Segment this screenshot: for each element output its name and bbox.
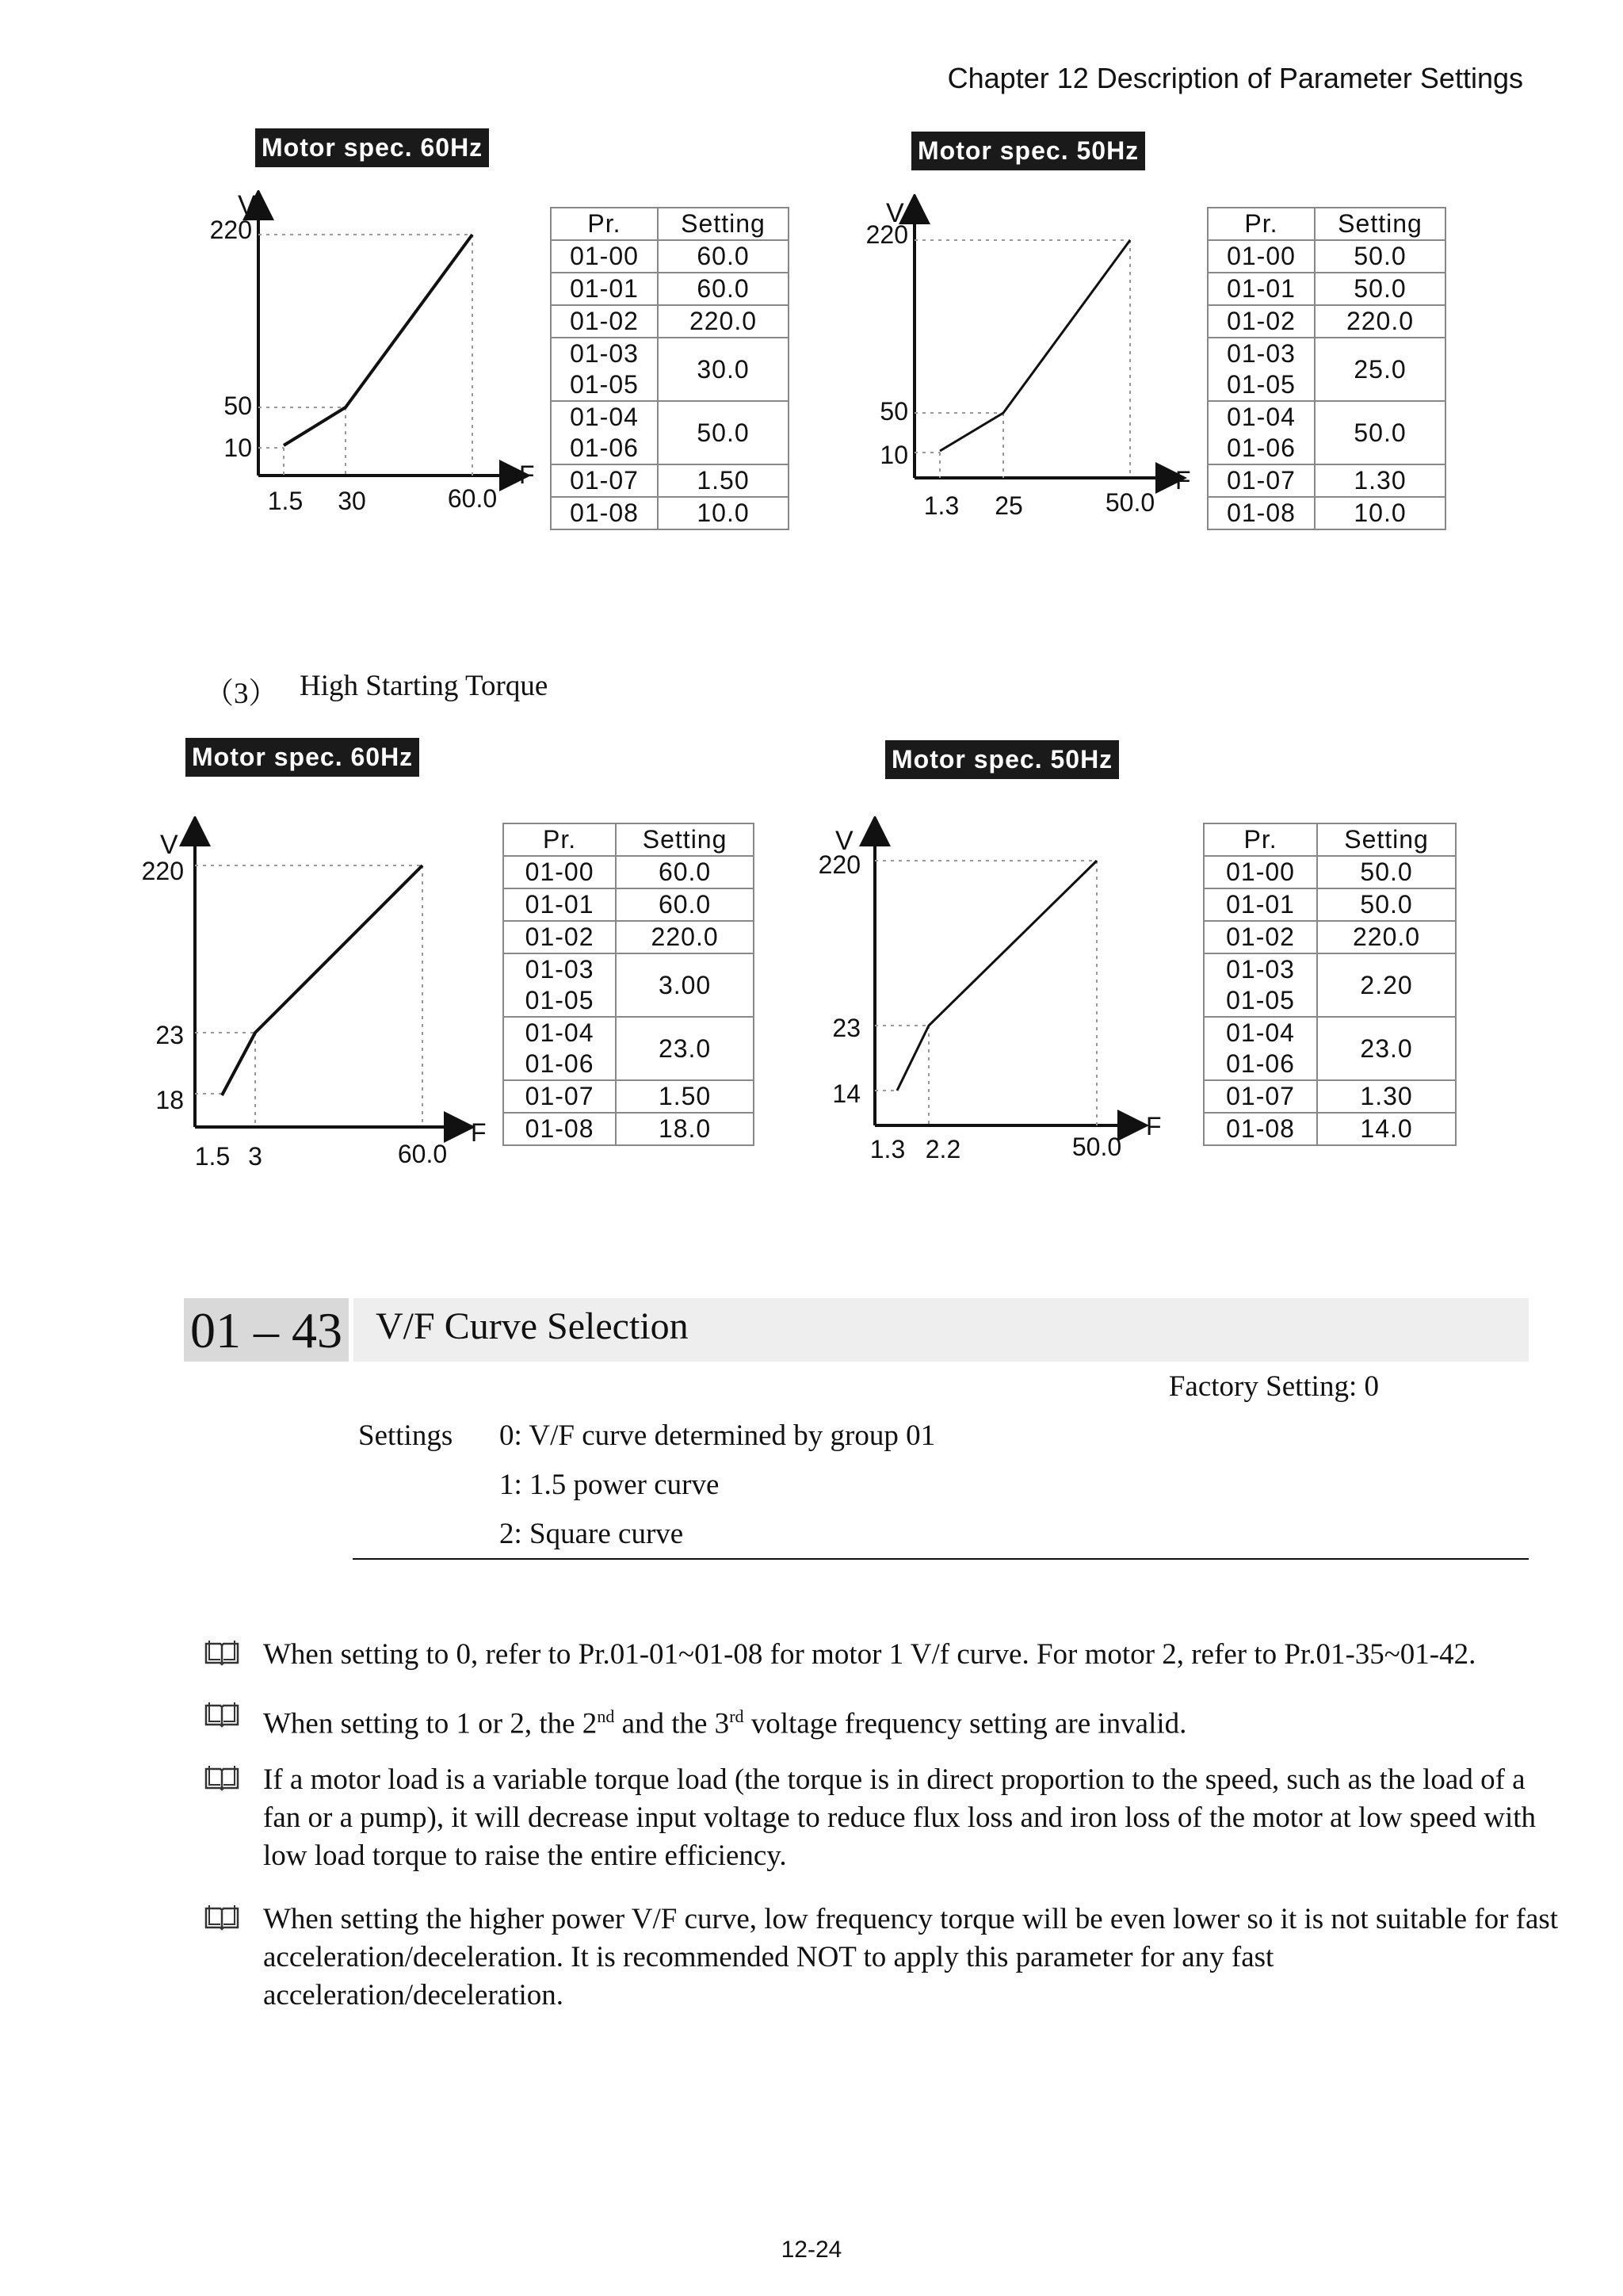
pr-cell: 01-00 <box>551 240 658 273</box>
setting-cell: 25.0 <box>1315 338 1445 401</box>
pr-cell: 01-03 01-05 <box>1204 953 1317 1017</box>
setting-option: 0: V/F curve determined by group 01 <box>499 1419 936 1452</box>
vf-chart-hst-60 <box>119 816 499 1181</box>
parameter-heading <box>184 1298 1529 1362</box>
table-header: Setting <box>1317 823 1456 856</box>
vf-chart-top-60 <box>190 190 547 523</box>
note-text: When setting the higher power V/F curve, low frequency torque will be even lower so it is not suitable for fast acceleration/deceleration. It is recommended NOT to apply this parameter for any fast acceleration/deceleration. <box>263 1903 1559 2011</box>
pr-cell: 01-04 01-06 <box>551 401 658 464</box>
setting-cell: 2.20 <box>1317 953 1456 1017</box>
page-number: 12-24 <box>781 2237 842 2263</box>
parameter-title: V/F Curve Selection <box>353 1298 1529 1362</box>
pr-cell: 01-08 <box>1204 1113 1317 1145</box>
x-tick: 3 <box>248 1142 262 1171</box>
setting-cell: 60.0 <box>658 273 789 305</box>
setting-cell: 220.0 <box>1317 921 1456 953</box>
pr-cell: 01-07 <box>1208 464 1315 497</box>
param-table-top-50 <box>1207 207 1446 530</box>
note-item <box>204 1698 1536 1740</box>
book-icon <box>204 1904 239 1931</box>
settings-label: Settings <box>358 1419 453 1452</box>
setting-cell: 60.0 <box>658 240 789 273</box>
setting-cell: 1.30 <box>1317 1080 1456 1113</box>
note-text: If a motor load is a variable torque load (the torque is in direct proportion to the speed, such as the load of a fan or a pump), it will decrease input voltage to reduce flux loss and iron loss of the motor at low speed with low load torque to raise the entire efficiency. <box>263 1763 1537 1872</box>
setting-cell: 50.0 <box>1317 856 1456 888</box>
y-tick: 18 <box>155 1086 184 1114</box>
section-title: High Starting Torque <box>300 670 548 702</box>
pr-cell: 01-08 <box>551 497 658 529</box>
motor-spec-badge: Motor spec. 60Hz <box>185 738 419 777</box>
setting-cell: 10.0 <box>658 497 789 529</box>
setting-cell: 60.0 <box>616 856 754 888</box>
pr-cell: 01-00 <box>503 856 616 888</box>
pr-cell: 01-02 <box>551 305 658 338</box>
y-tick: 23 <box>155 1021 184 1049</box>
param-table-top-60 <box>550 207 789 530</box>
setting-cell: 60.0 <box>616 888 754 921</box>
vf-curve <box>284 235 472 445</box>
table-header: Pr. <box>503 823 616 856</box>
setting-cell: 220.0 <box>1315 305 1445 338</box>
motor-spec-badge: Motor spec. 60Hz <box>255 128 489 167</box>
setting-cell: 10.0 <box>1315 497 1445 529</box>
pr-cell: 01-07 <box>551 464 658 497</box>
parameter-number: 01 – 43 <box>184 1298 349 1362</box>
pr-cell: 01-02 <box>1204 921 1317 953</box>
setting-cell: 3.00 <box>616 953 754 1017</box>
y-tick: 23 <box>832 1014 861 1042</box>
table-header: Pr. <box>1204 823 1317 856</box>
x-tick: 60.0 <box>447 484 498 513</box>
setting-cell: 1.30 <box>1315 464 1445 497</box>
y-tick: 50 <box>223 392 252 420</box>
pr-cell: 01-00 <box>1208 240 1315 273</box>
pr-cell: 01-08 <box>503 1113 616 1145</box>
pr-cell: 01-03 01-05 <box>503 953 616 1017</box>
param-table-hst-60 <box>502 823 754 1146</box>
table-header: Setting <box>1315 208 1445 240</box>
x-tick: 60.0 <box>397 1140 448 1168</box>
setting-cell: 50.0 <box>1317 888 1456 921</box>
param-table-hst-50 <box>1203 823 1457 1146</box>
y-axis-label: V <box>160 830 178 860</box>
book-icon <box>204 1639 239 1666</box>
chapter-header: Chapter 12 Description of Parameter Settings <box>947 62 1523 94</box>
x-tick: 30 <box>338 487 366 515</box>
setting-cell: 50.0 <box>658 401 789 464</box>
setting-cell: 50.0 <box>1315 273 1445 305</box>
table-header: Setting <box>616 823 754 856</box>
setting-cell: 220.0 <box>616 921 754 953</box>
section-number: （3） <box>204 678 278 710</box>
setting-option: 1: 1.5 power curve <box>499 1469 720 1501</box>
y-axis-label: V <box>238 190 256 220</box>
x-axis-label: F <box>471 1118 487 1147</box>
pr-cell: 01-07 <box>1204 1080 1317 1113</box>
setting-cell: 30.0 <box>658 338 789 401</box>
pr-cell: 01-04 01-06 <box>1204 1017 1317 1080</box>
y-tick: 220 <box>865 220 908 249</box>
y-tick: 50 <box>880 397 908 426</box>
note-item <box>204 1761 1536 1880</box>
vf-chart-hst-50 <box>800 816 1181 1181</box>
setting-cell: 23.0 <box>616 1017 754 1080</box>
pr-cell: 01-03 01-05 <box>1208 338 1315 401</box>
vf-curve <box>940 240 1130 451</box>
setting-cell: 18.0 <box>616 1113 754 1145</box>
y-tick: 10 <box>880 441 908 469</box>
x-axis-label: F <box>1175 466 1191 495</box>
pr-cell: 01-01 <box>1204 888 1317 921</box>
pr-cell: 01-02 <box>503 921 616 953</box>
pr-cell: 01-02 <box>1208 305 1315 338</box>
y-axis-label: V <box>835 826 854 856</box>
x-tick: 50.0 <box>1105 488 1155 517</box>
setting-cell: 23.0 <box>1317 1017 1456 1080</box>
setting-cell: 220.0 <box>658 305 789 338</box>
vf-chart-top-50 <box>846 194 1211 527</box>
y-tick: 220 <box>818 850 861 879</box>
table-header: Pr. <box>551 208 658 240</box>
setting-cell: 50.0 <box>1315 401 1445 464</box>
vf-curve <box>222 865 422 1095</box>
divider <box>353 1558 1529 1560</box>
table-header: Pr. <box>1208 208 1315 240</box>
x-tick: 50.0 <box>1071 1133 1122 1161</box>
y-tick: 220 <box>209 216 252 244</box>
pr-cell: 01-08 <box>1208 497 1315 529</box>
vf-curve <box>897 861 1097 1091</box>
note-item <box>204 1901 1559 2019</box>
note-item <box>204 1636 1536 1675</box>
book-icon <box>204 1764 239 1791</box>
pr-cell: 01-01 <box>551 273 658 305</box>
factory-setting: Factory Setting: 0 <box>1168 1370 1379 1403</box>
x-tick: 25 <box>995 491 1023 520</box>
x-tick: 2.2 <box>925 1135 961 1163</box>
setting-cell: 14.0 <box>1317 1113 1456 1145</box>
setting-cell: 1.50 <box>616 1080 754 1113</box>
y-tick: 14 <box>832 1079 861 1108</box>
book-icon <box>204 1701 239 1728</box>
note-text: When setting to 0, refer to Pr.01-01~01-08 for motor 1 V/f curve. For motor 2, refer to Pr.01-35~01-42. <box>263 1638 1476 1671</box>
setting-cell: 50.0 <box>1315 240 1445 273</box>
x-tick: 1.5 <box>267 487 304 515</box>
pr-cell: 01-07 <box>503 1080 616 1113</box>
pr-cell: 01-01 <box>1208 273 1315 305</box>
x-tick: 1.3 <box>923 491 960 520</box>
setting-option: 2: Square curve <box>499 1518 684 1550</box>
y-axis-label: V <box>886 198 904 228</box>
pr-cell: 01-00 <box>1204 856 1317 888</box>
y-tick: 10 <box>223 434 252 462</box>
x-tick: 1.5 <box>194 1142 231 1171</box>
note-text: When setting to 1 or 2, the 2nd and the 3rd voltage frequency setting are invalid. <box>263 1706 1187 1740</box>
y-tick: 220 <box>141 857 184 885</box>
pr-cell: 01-01 <box>503 888 616 921</box>
setting-cell: 1.50 <box>658 464 789 497</box>
table-header: Setting <box>658 208 789 240</box>
motor-spec-badge: Motor spec. 50Hz <box>885 740 1119 779</box>
motor-spec-badge: Motor spec. 50Hz <box>911 132 1145 170</box>
x-axis-label: F <box>519 460 535 489</box>
x-tick: 1.3 <box>869 1135 906 1163</box>
pr-cell: 01-04 01-06 <box>1208 401 1315 464</box>
pr-cell: 01-04 01-06 <box>503 1017 616 1080</box>
pr-cell: 01-03 01-05 <box>551 338 658 401</box>
x-axis-label: F <box>1146 1112 1162 1140</box>
